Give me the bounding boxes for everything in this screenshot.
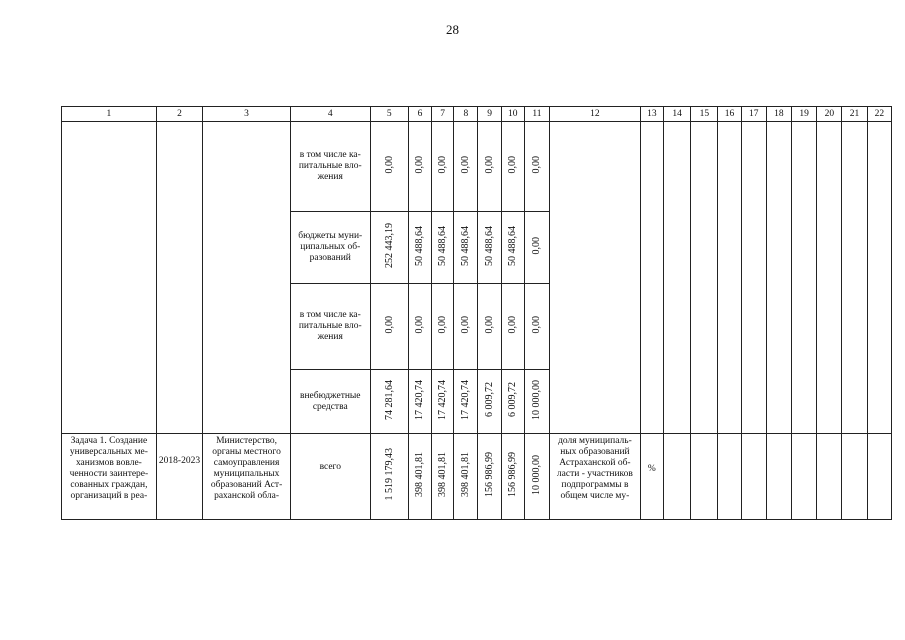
empty-task-cell [62,122,157,434]
value-cell: 10 000,00 [524,370,549,434]
value-cell: 0,00 [432,122,454,212]
value-cell: 156 986,99 [478,434,501,520]
value-cell: 74 281,64 [370,370,408,434]
task-description: Задача 1. Создание универсальных ме-ханизмов вовле-ченности заинтере-сованных граждан, организаций в реа- [62,434,157,520]
empty-cell [718,122,741,434]
column-number: 6 [408,107,431,122]
empty-cell [691,122,718,434]
column-number: 18 [766,107,791,122]
value-cell: 6 009,72 [501,370,524,434]
task-row [62,434,892,520]
value-cell: 0,00 [501,122,524,212]
empty-cell [792,434,817,520]
funding-source: в том числе ка-питальные вло-жения [290,284,370,370]
value-cell: 0,00 [432,284,454,370]
empty-cell [867,122,891,434]
column-number: 17 [741,107,766,122]
empty-cell [766,122,791,434]
value-cell: 17 420,74 [432,370,454,434]
column-number: 7 [432,107,454,122]
column-number: 3 [203,107,291,122]
value-cell: 0,00 [408,122,431,212]
value-cell: 0,00 [524,212,549,284]
column-number: 15 [691,107,718,122]
column-number: 11 [524,107,549,122]
empty-indicator-cell [550,122,641,434]
program-table [61,106,892,520]
column-number-row [62,107,892,122]
column-number: 14 [663,107,690,122]
funding-source: внебюджетные средства [290,370,370,434]
column-number: 5 [370,107,408,122]
task-unit: % [640,434,663,520]
column-number: 2 [156,107,202,122]
funding-source: бюджеты муни-ципальных об-разований [290,212,370,284]
task-executor: Министерство, органы местного самоуправления муниципальных образований Аст-раханской обла- [203,434,291,520]
empty-cell [842,434,867,520]
value-cell: 0,00 [370,122,408,212]
empty-cell [741,434,766,520]
value-cell: 10 000,00 [524,434,549,520]
empty-cell [640,122,663,434]
value-cell: 50 488,64 [432,212,454,284]
empty-cell [741,122,766,434]
column-number: 4 [290,107,370,122]
column-number: 22 [867,107,891,122]
empty-period-cell [156,122,202,434]
task-indicator: доля муниципаль-ных образований Астраханской об-ласти - участников подпрограммы в общем числе му- [550,434,641,520]
value-cell: 398 401,81 [432,434,454,520]
column-number: 16 [718,107,741,122]
value-cell: 50 488,64 [478,212,501,284]
value-cell: 50 488,64 [408,212,431,284]
empty-cell [817,122,842,434]
empty-cell [842,122,867,434]
value-cell: 252 443,19 [370,212,408,284]
value-cell: 0,00 [454,122,478,212]
value-cell: 0,00 [524,122,549,212]
value-cell: 0,00 [408,284,431,370]
column-number: 8 [454,107,478,122]
value-cell: 0,00 [454,284,478,370]
value-cell: 17 420,74 [454,370,478,434]
page-number: 28 [446,22,459,37]
value-cell: 17 420,74 [408,370,431,434]
value-cell: 6 009,72 [478,370,501,434]
empty-cell [663,122,690,434]
empty-cell [663,434,690,520]
value-cell: 0,00 [478,122,501,212]
value-cell: 0,00 [501,284,524,370]
column-number: 9 [478,107,501,122]
funding-source: в том числе ка-питальные вло-жения [290,122,370,212]
value-cell: 398 401,81 [454,434,478,520]
empty-cell [766,434,791,520]
empty-executor-cell [203,122,291,434]
column-number: 20 [817,107,842,122]
value-cell: 398 401,81 [408,434,431,520]
column-number: 12 [550,107,641,122]
value-cell: 0,00 [370,284,408,370]
column-number: 19 [792,107,817,122]
column-number: 13 [640,107,663,122]
value-cell: 1 519 179,43 [370,434,408,520]
task-funding-source: всего [290,434,370,520]
task-period: 2018-2023 [156,434,202,520]
value-cell: 0,00 [524,284,549,370]
value-cell: 50 488,64 [454,212,478,284]
funding-row [62,122,892,212]
column-number: 1 [62,107,157,122]
empty-cell [718,434,741,520]
value-cell: 156 986,99 [501,434,524,520]
empty-cell [792,122,817,434]
value-cell: 0,00 [478,284,501,370]
empty-cell [817,434,842,520]
column-number: 21 [842,107,867,122]
column-number: 10 [501,107,524,122]
value-cell: 50 488,64 [501,212,524,284]
empty-cell [691,434,718,520]
empty-cell [867,434,891,520]
